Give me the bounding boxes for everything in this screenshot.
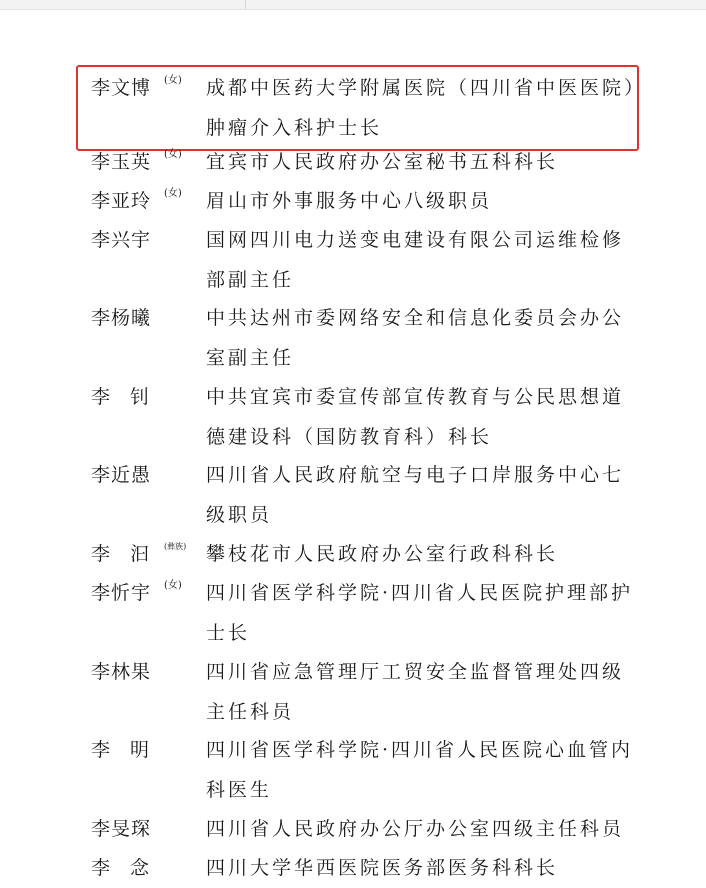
person-name: 李杨曦: [91, 307, 152, 329]
top-toolbar-strip: [0, 0, 706, 10]
gender-tag: (女): [164, 188, 182, 199]
person-title: 国网四川电力送变电建设有限公司运维检修部副主任: [206, 229, 625, 291]
person-title: 四川省人民政府办公厅办公室四级主任科员: [206, 818, 625, 840]
name-surname: 李: [91, 739, 112, 761]
person-title: 攀枝花市人民政府办公室行政科科长: [206, 543, 559, 565]
person-name: [91, 534, 150, 574]
name-given: 念: [130, 857, 151, 879]
person-title: 中共宜宾市委宣传部宣传教育与公民思想道德建设科（国防教育科）科长: [206, 386, 625, 448]
name-surname: 李: [91, 386, 112, 408]
name-surname: 李: [91, 857, 112, 879]
person-name: 李兴宇: [91, 229, 152, 251]
person-title: 四川省医学科学院·四川省人民医院心血管内科医生: [206, 739, 634, 801]
person-name: 李林果: [91, 661, 152, 683]
person-name: 李忻宇: [91, 582, 152, 604]
person-title: 四川省应急管理厅工贸安全监督管理处四级主任科员: [206, 661, 625, 723]
person-title: 中共达州市委网络安全和信息化委员会办公室副主任: [206, 307, 625, 369]
person-title: 四川省医学科学院·四川省人民医院护理部护士长: [206, 582, 634, 644]
gender-tag: (女): [164, 149, 182, 160]
toolbar-divider: [245, 0, 246, 9]
document-page: [0, 10, 706, 881]
name-given: 钊: [130, 386, 151, 408]
name-surname: 李: [91, 543, 112, 565]
person-name: 李近愚: [91, 464, 152, 486]
person-name: 李亚玲: [91, 190, 152, 212]
name-given: 明: [130, 739, 151, 761]
person-title: 眉山市外事服务中心八级职员: [206, 190, 493, 212]
person-title: 成都中医药大学附属医院（四川省中医医院）肿瘤介入科护士长: [206, 77, 637, 139]
ethnicity-tag: (彝族): [164, 542, 187, 551]
name-given: 汩: [130, 543, 151, 565]
person-name: [91, 848, 150, 888]
person-name: 李旻琛: [91, 818, 152, 840]
person-title: 四川大学华西医院医务部医务科科长: [206, 857, 559, 879]
person-title: 四川省人民政府航空与电子口岸服务中心七级职员: [206, 464, 625, 526]
person-name: 李文博: [91, 77, 152, 99]
gender-tag: (女): [164, 580, 182, 591]
person-title: 宜宾市人民政府办公室秘书五科科长: [206, 151, 559, 173]
person-name: 李玉英: [91, 151, 152, 173]
gender-tag: (女): [164, 75, 182, 86]
person-name: [91, 730, 150, 770]
person-name: [91, 377, 150, 417]
